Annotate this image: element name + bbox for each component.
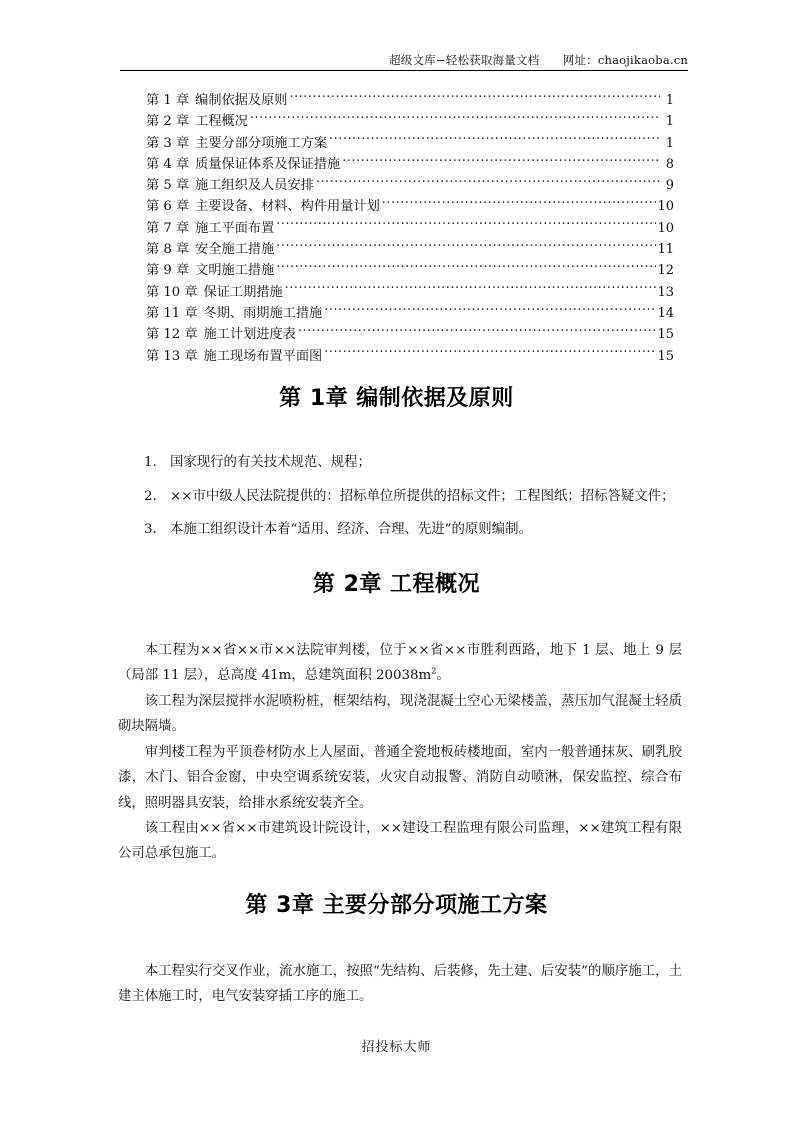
paragraph-text: 审判楼工程为平顶卷材防水上人屋面，普通全瓷地板砖楼地面，室内一般普通抹灰、刷乳胶漆，木门、铝合金窗，中央空调系统安装，火灾自动报警、消防自动喷淋，保安监控、综合布线，照明器具安装，给排水系统安装齐全。 xyxy=(118,745,682,811)
toc-entry[interactable] xyxy=(146,346,674,367)
toc-entry-chapter: 第 3 章 xyxy=(146,135,190,151)
toc-leader-dots xyxy=(276,240,656,253)
toc-entry[interactable] xyxy=(146,133,674,154)
toc-entry[interactable] xyxy=(146,218,674,239)
toc-entry-chapter: 第 4 章 xyxy=(146,156,190,172)
paragraph-text: 该工程为深层搅拌水泥喷粉桩，框架结构，现浇混凝土空心无梁楼盖，蒸压加气混凝土轻质砌块隔墙。 xyxy=(118,694,682,735)
toc-leader-dots xyxy=(342,155,660,168)
toc-entry-page-number: 10 xyxy=(657,220,674,236)
toc-entry-title: 施工现场布置平面图 xyxy=(203,348,323,364)
toc-entry[interactable] xyxy=(146,239,674,260)
toc-entry-title: 施工组织及人员安排 xyxy=(195,178,314,194)
toc-leader-dots xyxy=(329,133,660,146)
toc-entry-title: 质量保证体系及保证措施 xyxy=(195,156,341,172)
list-item xyxy=(144,519,690,540)
toc-entry[interactable] xyxy=(146,154,674,175)
toc-entry-page-number: 14 xyxy=(657,305,674,321)
superscript-area-unit: 2 xyxy=(431,665,437,676)
toc-entry-title: 施工计划进度表 xyxy=(203,327,296,343)
page-header xyxy=(120,52,688,71)
page-footer: 招投标大师 xyxy=(361,1040,432,1055)
chapter-2-paragraph-1 xyxy=(118,638,682,689)
toc-leader-dots xyxy=(298,325,657,338)
table-of-contents xyxy=(146,90,674,367)
toc-entry-title: 编制依据及原则 xyxy=(195,93,288,108)
chapter-3-heading: 第 3章 主要分部分项施工方案 xyxy=(245,893,548,918)
toc-entry-title: 冬期、雨期施工措施 xyxy=(203,305,323,321)
header-divider-rule xyxy=(120,70,688,71)
toc-entry-title: 保证工期措施 xyxy=(203,284,283,300)
toc-entry-page-number: 12 xyxy=(657,263,674,279)
toc-entry-page-number: 1 xyxy=(665,93,674,108)
toc-entry-page-number: 13 xyxy=(657,284,674,300)
toc-entry-title: 施工平面布置 xyxy=(195,220,275,236)
toc-entry-title: 工程概况 xyxy=(195,114,248,130)
toc-leader-dots xyxy=(276,219,656,232)
paragraph-text-main: 本工程为××省××市××法院审判楼，位于××省××市胜利西路，地下 1 层、地上 9 层（局部 11 层），总高度 41m，总建筑面积 20038m xyxy=(118,643,682,684)
list-item xyxy=(144,452,690,473)
toc-entry[interactable] xyxy=(146,282,674,303)
toc-entry-title: 安全施工措施 xyxy=(195,242,275,258)
chapter-1-list xyxy=(144,452,690,553)
list-item-text: 本施工组织设计本着“适用、经济、合理、先进”的原则编制。 xyxy=(170,522,532,537)
list-item xyxy=(144,486,690,507)
list-item-text: 国家现行的有关技术规范、规程； xyxy=(170,455,371,470)
toc-entry-page-number: 10 xyxy=(657,199,674,215)
toc-entry[interactable] xyxy=(146,260,674,281)
toc-entry-page-number: 8 xyxy=(665,156,674,172)
chapter-2-paragraph-3 xyxy=(118,740,682,816)
toc-entry-chapter: 第 13 章 xyxy=(146,348,198,364)
toc-entry-chapter: 第 11 章 xyxy=(146,305,198,321)
chapter-1-heading: 第 1章 编制依据及原则 xyxy=(279,386,514,411)
toc-entry-page-number: 15 xyxy=(657,348,674,364)
toc-leader-dots xyxy=(285,282,657,295)
toc-leader-dots xyxy=(324,346,656,359)
toc-entry-chapter: 第 2 章 xyxy=(146,114,190,130)
toc-entry-chapter: 第 7 章 xyxy=(146,220,190,236)
toc-entry-page-number: 15 xyxy=(657,327,674,343)
list-item-marker: 2. xyxy=(144,488,157,504)
chapter-3-paragraph-1 xyxy=(118,959,682,1010)
toc-entry-page-number: 11 xyxy=(657,242,674,258)
toc-entry[interactable] xyxy=(146,324,674,345)
toc-entry-chapter: 第 1 章 xyxy=(146,93,190,108)
toc-entry[interactable] xyxy=(146,303,674,324)
toc-leader-dots xyxy=(250,112,660,125)
toc-entry-title: 文明施工措施 xyxy=(195,263,275,279)
paragraph-text-tail: 。 xyxy=(436,668,450,684)
toc-leader-dots xyxy=(289,91,660,104)
paragraph-text: 该工程由××省××市建筑设计院设计，××建设工程监理有限公司监理，××建筑工程有限公司总承包施工。 xyxy=(118,821,682,862)
toc-entry-chapter: 第 5 章 xyxy=(146,178,190,194)
toc-entry[interactable] xyxy=(146,111,674,132)
toc-entry-chapter: 第 9 章 xyxy=(146,263,190,279)
toc-leader-dots xyxy=(276,261,656,274)
toc-entry[interactable] xyxy=(146,90,674,111)
paragraph-text xyxy=(118,638,682,689)
toc-entry-title: 主要设备、材料、构件用量计划 xyxy=(195,199,380,215)
toc-leader-dots xyxy=(382,197,657,210)
chapter-2-paragraph-4 xyxy=(118,816,682,867)
toc-leader-dots xyxy=(316,176,660,189)
toc-entry-page-number: 9 xyxy=(665,178,674,194)
toc-entry-chapter: 第 12 章 xyxy=(146,327,198,343)
toc-entry[interactable] xyxy=(146,175,674,196)
toc-entry-chapter: 第 8 章 xyxy=(146,242,190,258)
chapter-2-heading: 第 2章 工程概况 xyxy=(312,572,481,597)
toc-entry[interactable] xyxy=(146,196,674,217)
toc-leader-dots xyxy=(324,304,656,317)
list-item-marker: 3. xyxy=(144,522,157,537)
toc-entry-title: 主要分部分项施工方案 xyxy=(195,135,328,151)
toc-entry-chapter: 第 10 章 xyxy=(146,284,198,300)
paragraph-text: 本工程实行交叉作业，流水施工，按照“先结构、后装修，先土建、后安装”的顺序施工，土建主体施工时，电气安装穿插工序的施工。 xyxy=(118,964,682,1005)
chapter-2-paragraph-2 xyxy=(118,689,682,740)
list-item-text: ××市中级人民法院提供的：招标单位所提供的招标文件；工程图纸；招标答疑文件； xyxy=(170,488,675,504)
toc-entry-page-number: 1 xyxy=(665,135,674,151)
toc-entry-chapter: 第 6 章 xyxy=(146,199,190,215)
list-item-marker: 1. xyxy=(144,455,157,470)
header-brand-text: 超级文库−轻松获取海量文档 网址：chaojikaoba.cn xyxy=(389,53,688,67)
toc-entry-page-number: 1 xyxy=(665,114,674,130)
